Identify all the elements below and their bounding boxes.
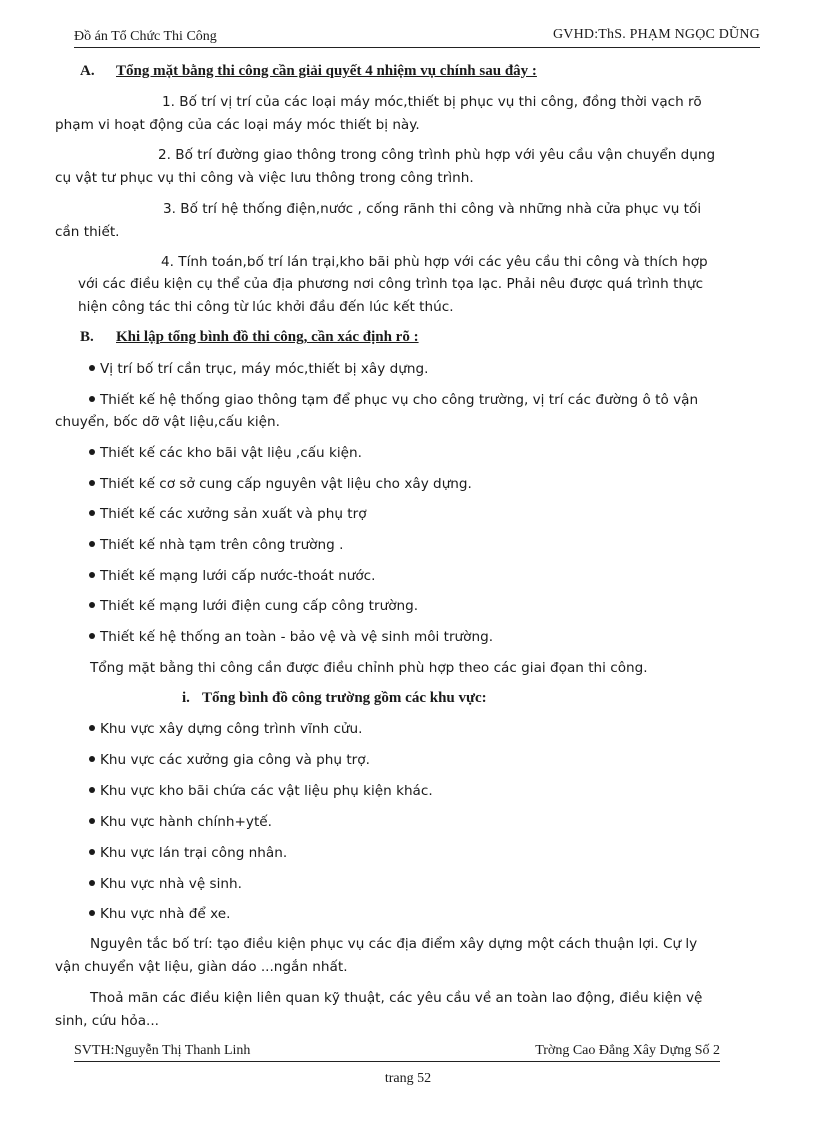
bullet-icon [89, 756, 95, 762]
bullet-icon [89, 449, 95, 455]
list-item: Khu vực các xưởng gia công và phụ trợ. [89, 752, 370, 768]
list-item: Khu vực hành chính+ytế. [89, 814, 272, 830]
list-item: Khu vực lán trại công nhân. [89, 845, 287, 861]
bullet-icon [89, 725, 95, 731]
task-2-line-2: cụ vật tư phục vụ thi công và việc lưu thông trong công trình. [55, 170, 474, 186]
section-b-heading [80, 329, 419, 346]
principle-line-2: vận chuyển vật liệu, giàn dáo ...ngắn nhất. [55, 959, 348, 975]
bullet-icon [89, 510, 95, 516]
list-item: Thiết kế các xưởng sản xuất và phụ trợ [89, 506, 367, 522]
list-item: Thiết kế mạng lưới điện cung cấp công trường. [89, 598, 418, 614]
task-4-line-3: hiện công tác thi công từ lúc khởi đầu đến lúc kết thúc. [78, 299, 454, 315]
page-number: trang 52 [384, 1071, 432, 1086]
bullet-icon [89, 910, 95, 916]
section-a-title: Tổng mặt bằng thi công cần giải quyết 4 nhiệm vụ chính sau đây : [116, 63, 537, 79]
section-b-label: B. [80, 329, 94, 345]
list-item: Thiết kế các kho bãi vật liệu ,cấu kiện. [89, 445, 362, 461]
list-item: Khu vực kho bãi chứa các vật liệu phụ kiện khác. [89, 783, 433, 799]
bullet-icon [89, 480, 95, 486]
task-3-line-2: cần thiết. [55, 224, 120, 240]
task-3-line-1: 3. Bố trí hệ thống điện,nước , cống rãnh thi công và những nhà cửa phục vụ tối [163, 201, 702, 217]
task-4-line-2: với các điều kiện cụ thể của địa phương nơi công trình tọa lạc. Phải nêu được quá trình thực [78, 276, 704, 292]
task-1-line-2: phạm vi hoạt động của các loại máy móc thiết bị này. [55, 117, 420, 133]
task-4-line-1: 4. Tính toán,bố trí lán trại,kho bãi phù hợp với các yêu cầu thi công và thích hợp [161, 254, 708, 270]
header-project-title: Đồ án Tổ Chức Thi Công [74, 29, 217, 44]
bullet-icon [89, 787, 95, 793]
list-item: Thiết kế nhà tạm trên công trường . [89, 537, 343, 553]
section-i-title: Tổng bình đồ công trường gồm các khu vực: [202, 690, 487, 706]
list-item-continuation: chuyển, bốc dỡ vật liệu,cấu kiện. [55, 414, 280, 430]
principle-line-1: Nguyên tắc bố trí: tạo điều kiện phục vụ các địa điểm xây dựng một cách thuận lợi. Cự ly [90, 936, 698, 952]
list-item: Khu vực nhà để xe. [89, 906, 230, 922]
bullet-icon [89, 880, 95, 886]
list-item: Thiết kế cơ sở cung cấp nguyên vật liệu cho xây dựng. [89, 476, 472, 492]
page-footer [74, 1043, 720, 1062]
footer-student: SVTH:Nguyễn Thị Thanh Linh [74, 1043, 251, 1058]
bullet-icon [89, 633, 95, 639]
section-i-heading [182, 690, 487, 707]
bullet-icon [89, 818, 95, 824]
bullet-icon [89, 572, 95, 578]
list-item: Thiết kế mạng lưới cấp nước-thoát nước. [89, 568, 375, 584]
bullet-icon [89, 849, 95, 855]
bullet-icon [89, 541, 95, 547]
requirements-line-1: Thoả mãn các điều kiện liên quan kỹ thuật, các yêu cầu về an toàn lao động, điều kiện vệ [90, 990, 703, 1006]
bullet-icon [89, 365, 95, 371]
list-item: Vị trí bố trí cần trục, máy móc,thiết bị xây dựng. [89, 361, 428, 377]
list-item: Thiết kế hệ thống giao thông tạm để phục vụ cho công trường, vị trí các đường ô tô vận [89, 392, 698, 408]
section-i-label: i. [182, 690, 190, 706]
section-b-closing: Tổng mặt bằng thi công cần được điều chỉnh phù hợp theo các giai đọan thi công. [90, 660, 648, 676]
list-item: Khu vực nhà vệ sinh. [89, 876, 242, 892]
requirements-line-2: sinh, cứu hỏa... [55, 1013, 159, 1029]
task-2-line-1: 2. Bố trí đường giao thông trong công trình phù hợp với yêu cầu vận chuyển dụng [158, 147, 716, 163]
task-1-line-1: 1. Bố trí vị trí của các loại máy móc,thiết bị phục vụ thi công, đồng thời vạch rõ [162, 94, 702, 110]
section-a-heading [80, 63, 537, 80]
header-advisor: GVHD:ThS. PHẠM NGỌC DŨNG [552, 27, 760, 42]
section-b-title: Khi lập tổng bình đồ thi công, cần xác định rõ : [116, 329, 419, 345]
list-item: Thiết kế hệ thống an toàn - bảo vệ và vệ sinh môi trường. [89, 629, 493, 645]
bullet-icon [89, 396, 95, 402]
bullet-icon [89, 602, 95, 608]
section-a-label: A. [80, 63, 95, 79]
list-item: Khu vực xây dựng công trình vĩnh cửu. [89, 721, 362, 737]
footer-school: Trờng Cao Đẳng Xây Dựng Số 2 [535, 1043, 720, 1058]
page-header [74, 27, 760, 48]
